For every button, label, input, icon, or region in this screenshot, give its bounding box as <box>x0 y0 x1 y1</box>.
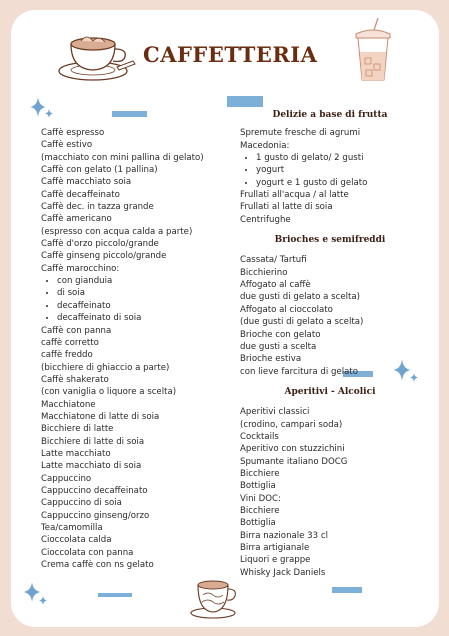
bullet-item: • decaffeinato <box>57 300 216 312</box>
divider-bar <box>98 593 132 597</box>
menu-item: Brioche con gelato <box>240 329 321 340</box>
coffee-cup-icon <box>188 573 240 621</box>
menu-item: Caffè ginseng piccolo/grande <box>41 251 167 262</box>
menu-item: Whisky Jack Daniels <box>240 567 326 578</box>
section-heading: Aperitivi - Alcolici <box>284 386 376 397</box>
divider-bar <box>227 96 263 107</box>
menu-item: (macchiato con mini pallina di gelato) <box>41 152 204 163</box>
menu-item: Bicchiere <box>240 468 280 479</box>
menu-item: Centrifughe <box>240 214 291 225</box>
menu-item: Liquori e grappe <box>240 555 311 566</box>
menu-item: (due gusti di gelato a scelta) <box>240 317 364 328</box>
menu-item: Affogato al caffè <box>240 280 311 291</box>
menu-item: (con vaniglia o liquore a scelta) <box>41 387 177 398</box>
menu-item: Caffè americano <box>41 214 112 225</box>
menu-item: Frullati all'acqua / al latte <box>240 190 349 201</box>
section-heading: Delizie a base di frutta <box>272 110 388 120</box>
menu-item: caffè freddo <box>41 350 93 361</box>
menu-item: Caffè estivo <box>41 140 93 151</box>
section-heading: Brioches e semifreddi <box>274 235 386 246</box>
menu-item: Aperitivi classici <box>240 407 310 418</box>
menu-item: Latte macchiato di soia <box>41 461 142 472</box>
menu-item: Caffè marocchino: <box>41 263 120 274</box>
menu-item: Cassata/ Tartufi <box>240 255 307 266</box>
menu-item: Cappuccino ginseng/orzo <box>41 510 150 521</box>
coffee-cup-icon <box>55 27 137 85</box>
menu-item: con lieve farcitura di gelato <box>240 366 359 377</box>
sparkle-icon <box>28 93 56 125</box>
menu-item: Caffè con panna <box>41 325 112 336</box>
bullet-item: • di soia <box>57 287 216 299</box>
menu-item: Brioche estiva <box>240 354 302 365</box>
menu-item: Aperitivo con stuzzichini <box>240 444 345 455</box>
menu-item: (espresso con acqua calda a parte) <box>41 226 193 237</box>
menu-item: (bicchiere di ghiaccio a parte) <box>41 362 170 373</box>
menu-item: Bicchiere di latte di soia <box>41 436 145 447</box>
menu-item: Macedonia: <box>240 140 290 151</box>
menu-item: Caffè shakerato <box>41 374 109 385</box>
page-title: CAFFETTERIA <box>143 42 318 67</box>
bullet-item: • yogurt e 1 gusto di gelato <box>256 177 420 189</box>
bullet-item: • yogurt <box>256 164 420 176</box>
menu-item: Caffè decaffeinato <box>41 189 120 200</box>
bullet-item: • con gianduia <box>57 275 216 287</box>
menu-item: Cioccolata calda <box>41 535 112 546</box>
other-menu-list <box>240 109 420 579</box>
menu-item: Latte macchiato <box>41 448 111 459</box>
bullet-list <box>41 275 216 324</box>
menu-item: Bicchiere <box>240 505 280 516</box>
menu-item: Tea/camomilla <box>41 523 103 533</box>
menu-item: Birra artigianale <box>240 543 310 553</box>
menu-item: Caffè macchiato soia <box>41 177 132 188</box>
menu-item: Macchiatone di latte di soia <box>41 411 160 422</box>
menu-item: Cappuccino <box>41 473 92 484</box>
menu-item: Cappuccino di soia <box>41 498 122 509</box>
menu-item: Bicchiere di latte <box>41 424 114 435</box>
menu-item: Macchiatone <box>41 399 96 410</box>
menu-item: Vini DOC: <box>240 493 281 504</box>
menu-item: Caffè espresso <box>41 128 105 138</box>
menu-item: (crodino, campari soda) <box>240 419 343 430</box>
menu-item: Frullati al latte di soia <box>240 202 333 213</box>
menu-item: Cioccolata con panna <box>41 547 134 558</box>
menu-item: Bicchierino <box>240 267 288 278</box>
menu-item: Affogato al cioccolato <box>240 304 333 315</box>
divider-bar <box>112 111 147 117</box>
menu-item: caffè corretto <box>41 337 99 348</box>
sparkle-icon <box>20 578 50 610</box>
menu-item: Bottiglia <box>240 518 276 529</box>
iced-drink-icon <box>350 16 396 84</box>
menu-item: Caffè dec. in tazza grande <box>41 202 154 213</box>
menu-item: due gusti a scelta <box>240 341 317 352</box>
menu-item: Caffè con gelato (1 pallina) <box>41 165 158 176</box>
menu-item: Bottiglia <box>240 481 276 492</box>
menu-item: Birra nazionale 33 cl <box>240 530 328 541</box>
bullet-list <box>240 152 420 189</box>
menu-item: Crema caffè con ns gelato <box>41 560 154 571</box>
menu-item: Spumante italiano DOCG <box>240 456 348 467</box>
bullet-item: • 1 gusto di gelato/ 2 gusti <box>256 152 420 164</box>
menu-item: due gusti di gelato a scelta) <box>240 292 360 303</box>
menu-item: Caffè d'orzo piccolo/grande <box>41 239 159 250</box>
divider-bar <box>332 587 362 593</box>
menu-item: Cocktails <box>240 431 279 442</box>
menu-item: Cappuccino decaffeinato <box>41 485 148 496</box>
menu-item: Spremute fresche di agrumi <box>240 128 361 139</box>
coffee-menu-list <box>41 127 216 571</box>
bullet-item: • decaffeinato di soia <box>57 312 216 324</box>
